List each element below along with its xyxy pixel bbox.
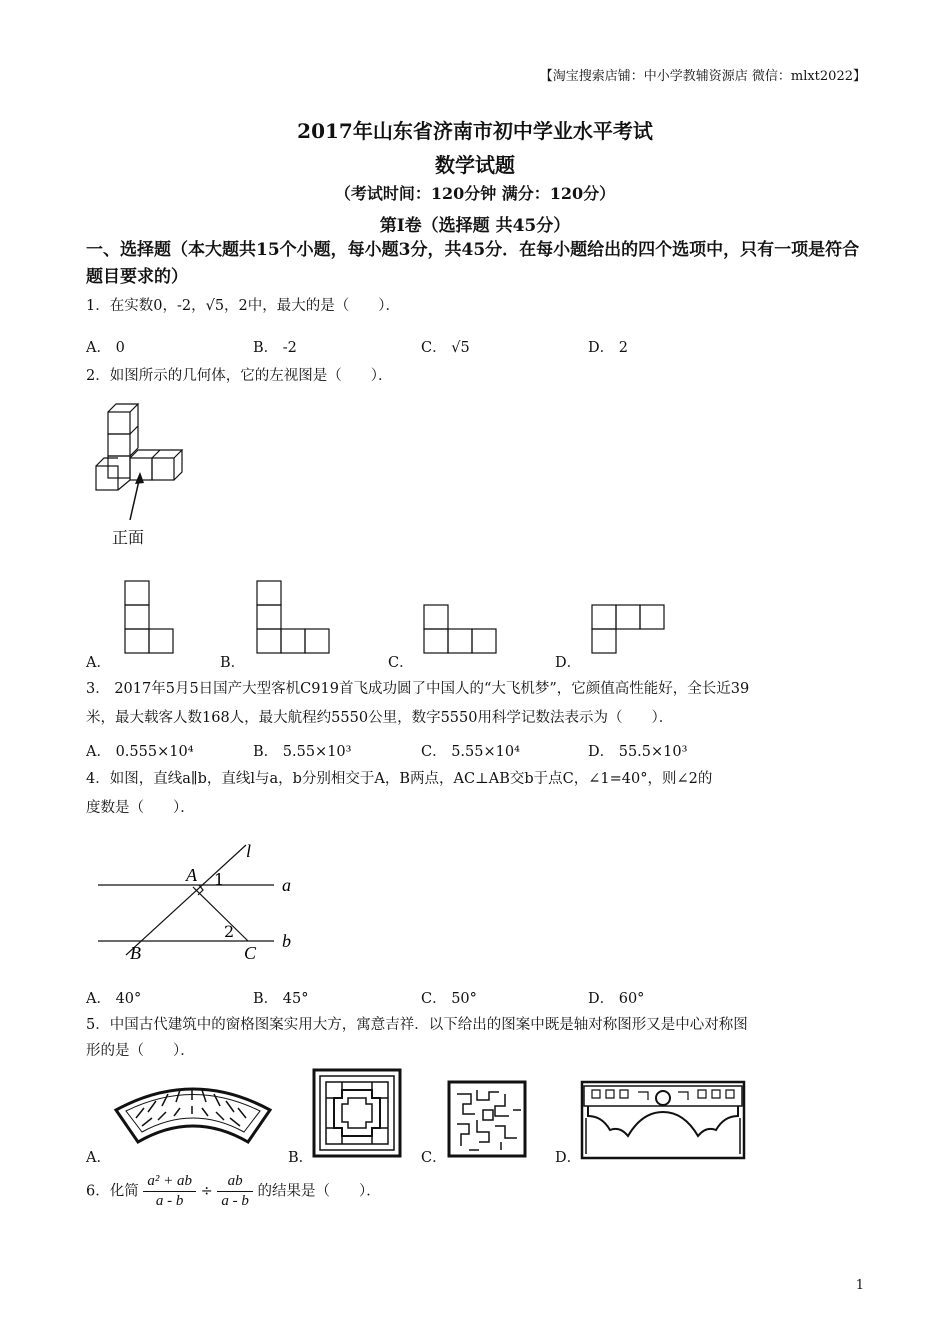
exam-title: 2017年山东省济南市初中学业水平考试	[297, 119, 653, 143]
q3-stem-line2: 米，最大载客人数168人，最大航程约5550公里，数字5550用科学记数法表示为（ ）．	[86, 710, 674, 726]
subject-title: 数学试题	[435, 153, 515, 177]
q2-option-c-figure	[423, 604, 499, 660]
q2-option-b: B．	[220, 655, 246, 671]
q6-divide-sign: ÷	[200, 1183, 213, 1200]
q6-frac1-denominator: a - b	[155, 1193, 184, 1209]
q4-label-A: A	[186, 865, 197, 885]
q3-stem-line1: 3． 2017年5月5日国产大型客机C919首飞成功圆了中国人的“大飞机梦”，它颜值高性能好，全长近39	[86, 681, 750, 697]
q6-fraction-1	[143, 1172, 196, 1211]
q5-option-c-figure	[447, 1080, 527, 1162]
q4-label-angle1: 1	[214, 870, 225, 889]
q2-option-a-figure	[124, 580, 176, 660]
q2-option-d: D．	[555, 655, 582, 671]
q5-option-b-figure	[312, 1068, 402, 1162]
exam-info: （考试时间：120分钟 满分：120分）	[334, 184, 616, 203]
q4-stem-line2: 度数是（ ）．	[86, 800, 195, 816]
q4-right-angle-mark	[198, 885, 203, 895]
q4-segment-ac	[193, 887, 248, 941]
part-title: 第Ⅰ卷（选择题 共45分）	[379, 216, 571, 236]
q1-option-d: D． 2	[588, 340, 628, 356]
q4-label-l: l	[246, 841, 252, 861]
page-header: 【淘宝搜索店铺：中小学教辅资源店 微信：mlxt2022】	[539, 69, 866, 84]
q6-frac2-numerator: ab	[217, 1172, 253, 1192]
q4-stem-line1: 4．如图，直线a∥b，直线l与a，b分别相交于A，B两点，AC⊥AB交b于点C，∠1=40°，则∠2的	[86, 771, 713, 787]
q1-stem: 1．在实数0，-2，√5，2中，最大的是（ ）．	[86, 298, 401, 314]
q3-option-d: D． 55.5×10³	[588, 744, 688, 760]
q4-label-b: b	[282, 931, 291, 951]
q5-option-c: C．	[421, 1150, 447, 1166]
q1-option-c: C． √5	[421, 340, 470, 356]
q4-geometry-figure	[96, 835, 316, 969]
q2-option-a: A．	[86, 655, 111, 671]
q5-option-d-figure	[580, 1078, 746, 1164]
q2-front-label: 正面	[112, 528, 145, 547]
q2-stem: 2．如图所示的几何体，它的左视图是（ ）．	[86, 368, 393, 384]
q4-option-a: A． 40°	[86, 991, 142, 1007]
q4-label-angle2: 2	[224, 922, 235, 941]
q6-frac1-numerator: a² + ab	[143, 1172, 196, 1192]
q3-option-c: C． 5.55×10⁴	[421, 744, 520, 760]
q5-option-d: D．	[555, 1150, 582, 1166]
q5-stem-line2: 形的是（ ）．	[86, 1043, 195, 1059]
q5-option-a-figure	[112, 1080, 274, 1154]
q2-option-d-figure	[591, 604, 667, 660]
q4-label-C: C	[244, 943, 257, 963]
q2-option-c: C．	[388, 655, 414, 671]
q1-option-a: A． 0	[86, 340, 125, 356]
q5-option-a: A．	[86, 1150, 111, 1166]
q4-label-a: a	[282, 875, 291, 895]
q6-frac2-denominator: a - b	[221, 1193, 249, 1209]
q4-option-c: C． 50°	[421, 991, 477, 1007]
q5-stem-line1: 5．中国古代建筑中的窗格图案实用大方，寓意吉祥．以下给出的图案中既是轴对称图形又是中心对称图	[86, 1017, 748, 1033]
q6-suffix: 的结果是（ ）．	[257, 1183, 381, 1200]
q3-option-b: B． 5.55×10³	[253, 744, 352, 760]
q6-stem	[86, 1172, 381, 1211]
q4-option-d: D． 60°	[588, 991, 645, 1007]
q6-prefix: 6．化简	[86, 1183, 139, 1200]
page-number: 1	[855, 1278, 864, 1293]
q3-option-a: A． 0.555×10⁴	[86, 744, 194, 760]
q2-front-arrow	[126, 470, 156, 526]
q6-fraction-2	[217, 1172, 253, 1211]
q1-option-b: B． -2	[253, 340, 297, 356]
q2-option-b-figure	[256, 580, 332, 660]
q4-label-B: B	[130, 943, 141, 963]
q5-option-b: B．	[288, 1150, 314, 1166]
q4-option-b: B． 45°	[253, 991, 309, 1007]
section-heading: 一、选择题（本大题共15个小题，每小题3分，共45分．在每小题给出的四个选项中，只有一项是符合题目要求的）	[86, 240, 860, 287]
